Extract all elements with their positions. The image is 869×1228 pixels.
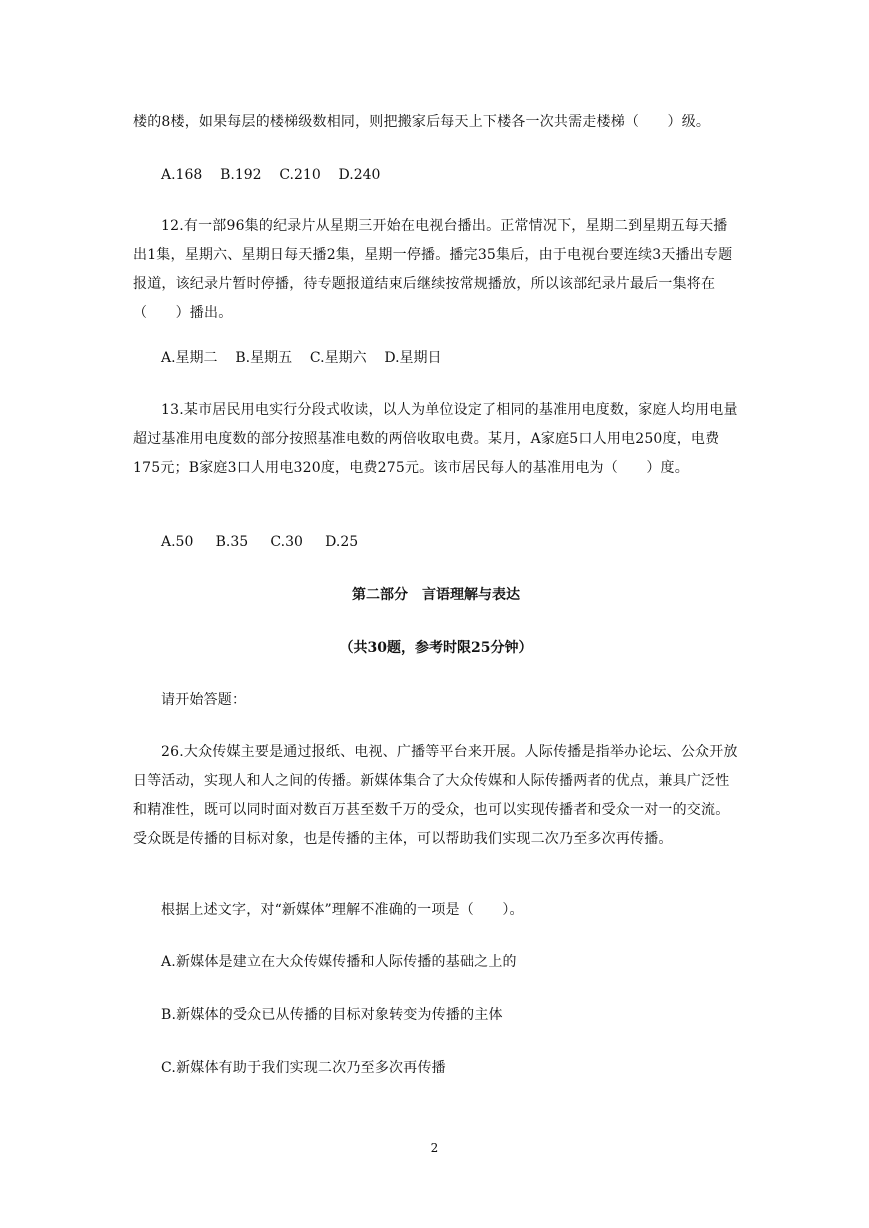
- q26-option-a: A.新媒体是建立在大众传媒传播和人际传播的基础之上的: [161, 954, 517, 970]
- q12-options: A.星期二 B.星期五 C.星期六 D.星期日: [161, 350, 442, 366]
- q11-question-tail: 楼的8楼，如果每层的楼梯级数相同，则把搬家后每天上下楼各一次共需走楼梯（ ）级。: [133, 114, 711, 130]
- q26-passage: 26.大众传媒主要是通过报纸、电视、广播等平台来开展。人际传播是指举办论坛、公众开放日等活动，实现人和人之间的传播。新媒体集合了大众传媒和人际传播两者的优点，兼具广泛性和精准性，既可以同时面对数百万甚至数千万的受众，也可以实现传播者和受众一对一的交流。受众既是传播的目标对象，也是传播的主体，可以帮助我们实现二次乃至多次再传播。: [133, 744, 738, 847]
- q26-question: 根据上述文字，对“新媒体”理解不准确的一项是（ ）。: [161, 902, 524, 918]
- q13-options: A.50 B.35 C.30 D.25: [161, 534, 359, 550]
- page-number: 2: [430, 1141, 439, 1155]
- section-title: 第二部分 言语理解与表达: [352, 587, 520, 603]
- q26-option-b: B.新媒体的受众已从传播的目标对象转变为传播的主体: [161, 1007, 503, 1023]
- q11-options: A.168 B.192 C.210 D.240: [161, 167, 381, 183]
- section-subtitle: （共30题，参考时限25分钟）: [339, 640, 533, 656]
- q26-option-c: C.新媒体有助于我们实现二次乃至多次再传播: [161, 1060, 446, 1076]
- q13-question: 13.某市居民用电实行分段式收读，以人为单位设定了相同的基准用电度数，家庭人均用电量超过基准用电度数的部分按照基准电数的两倍收取电费。某月，A家庭5口人用电250度，电费175元；B家庭3口人用电320度，电费275元。该市居民每人的基准用电为（ ）度。: [133, 402, 738, 476]
- q12-question: 12.有一部96集的纪录片从星期三开始在电视台播出。正常情况下，星期二到星期五每天播出1集，星期六、星期日每天播2集，星期一停播。播完35集后，由于电视台要连续3天播出专题报道，该纪录片暂时停播，待专题报道结束后继续按常规播放，所以该部纪录片最后一集将在（ ）播出。: [133, 218, 733, 321]
- start-prompt: 请开始答题：: [161, 692, 247, 708]
